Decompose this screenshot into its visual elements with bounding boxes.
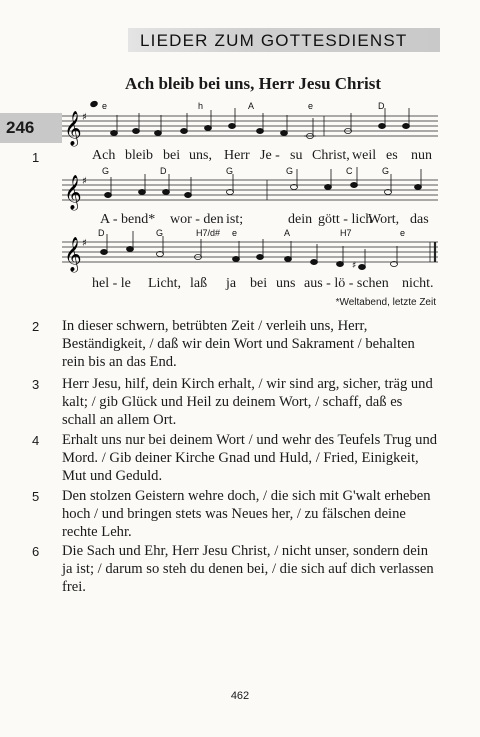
svg-text:♯: ♯ [82,238,87,249]
chord: G [286,166,294,176]
section-title: LIEDER ZUM GOTTESDIENST [140,31,408,50]
chord: G [102,166,110,176]
lyric: ja [226,276,237,291]
lyric: das [410,212,429,227]
verse-text: Erhalt uns nur bei deinem Wort / und wehr des Teufels Trug und Mord. / Gib deiner Kirche Gnad und Huld, / Fried, Einigkeit, Mut und Geduld. [62,432,438,484]
lyric: hel - le [92,276,131,291]
verse-number: 1 [32,150,40,165]
svg-text:𝄞: 𝄞 [64,175,82,210]
lyric: bleib [125,148,153,163]
lyric: nicht. [402,276,434,291]
chord: H7/d# [196,228,221,238]
lyric: su [290,148,303,163]
lyric: Ach [92,148,116,163]
chord: A [284,228,291,238]
chord: h [198,101,204,111]
chord: D [98,228,105,238]
lyric: ist; [226,212,244,227]
lyric: gött - lich [318,212,373,227]
verse-number: 5 [32,489,40,504]
chord: G [382,166,390,176]
chord: G [156,228,164,238]
lyric: Wort, [368,212,400,227]
lyric: wor - den [170,212,224,227]
verse-text: Die Sach und Ehr, Herr Jesu Christ, / nicht unser, sondern dein ja ist; / darum so steh du denen bei, / die sich auf dich verlassen frei. [62,543,434,595]
chord: A [248,101,255,111]
lyric: nun [411,148,432,163]
song-title: Ach bleib bei uns, Herr Jesu Christ [124,74,382,93]
music-staff-1 [62,100,438,148]
chord: H7 [340,228,352,238]
lyric: Herr [224,148,250,163]
verse-text: Den stolzen Geistern wehre doch, / die sich mit G'walt erheben hoch / und bringen stets was Neues her, / zu fälschen deine rechte Lehr. [62,488,431,540]
verse-number: 4 [32,433,40,448]
footnote: *Weltabend, letzte Zeit [335,297,436,308]
chord: e [400,228,406,238]
music-staff-2 [62,164,438,212]
verse-number: 6 [32,544,40,559]
lyric: uns, [189,148,212,163]
svg-text:♯: ♯ [82,176,87,187]
svg-text:𝄞: 𝄞 [64,111,82,146]
lyric: aus - lö - schen [304,276,389,291]
verse-text: In dieser schwern, betrübten Zeit / verleih uns, Herr, Beständigkeit, / daß wir dein Wort und Sakrament / behalten rein bis an das End. [62,318,415,370]
lyric: A - bend* [100,212,156,227]
svg-text:𝄞: 𝄞 [64,237,82,272]
lyric: Je - [260,148,280,163]
lyric: weil [352,148,377,163]
verse-number: 3 [32,377,40,392]
verse-text: Herr Jesu, hilf, dein Kirch erhalt, / wir sind arg, sicher, träg und kalt; / gib Glück und Heil zu deinem Wort, / schaff, daß es schall an allem Ort. [62,376,433,428]
lyric: es [386,148,398,163]
song-number: 246 [0,113,62,143]
chord: D [378,101,385,111]
chord: G [226,166,234,176]
lyric: bei [163,148,181,163]
lyric: bei [250,276,268,291]
svg-text:♯: ♯ [82,112,87,123]
verse-number: 2 [32,319,40,334]
lyric: Christ, [312,148,350,163]
music-staff-3 [62,226,438,274]
lyric: dein [288,212,313,227]
lyric: Licht, [148,276,182,291]
lyric: laß [190,276,208,291]
lyric: uns [276,276,296,291]
svg-text:♯: ♯ [352,261,357,271]
chord: C [346,166,353,176]
page-number: 462 [230,690,250,702]
chord: e [308,101,314,111]
chord: e [102,101,108,111]
chord: D [160,166,167,176]
chord: e [232,228,238,238]
